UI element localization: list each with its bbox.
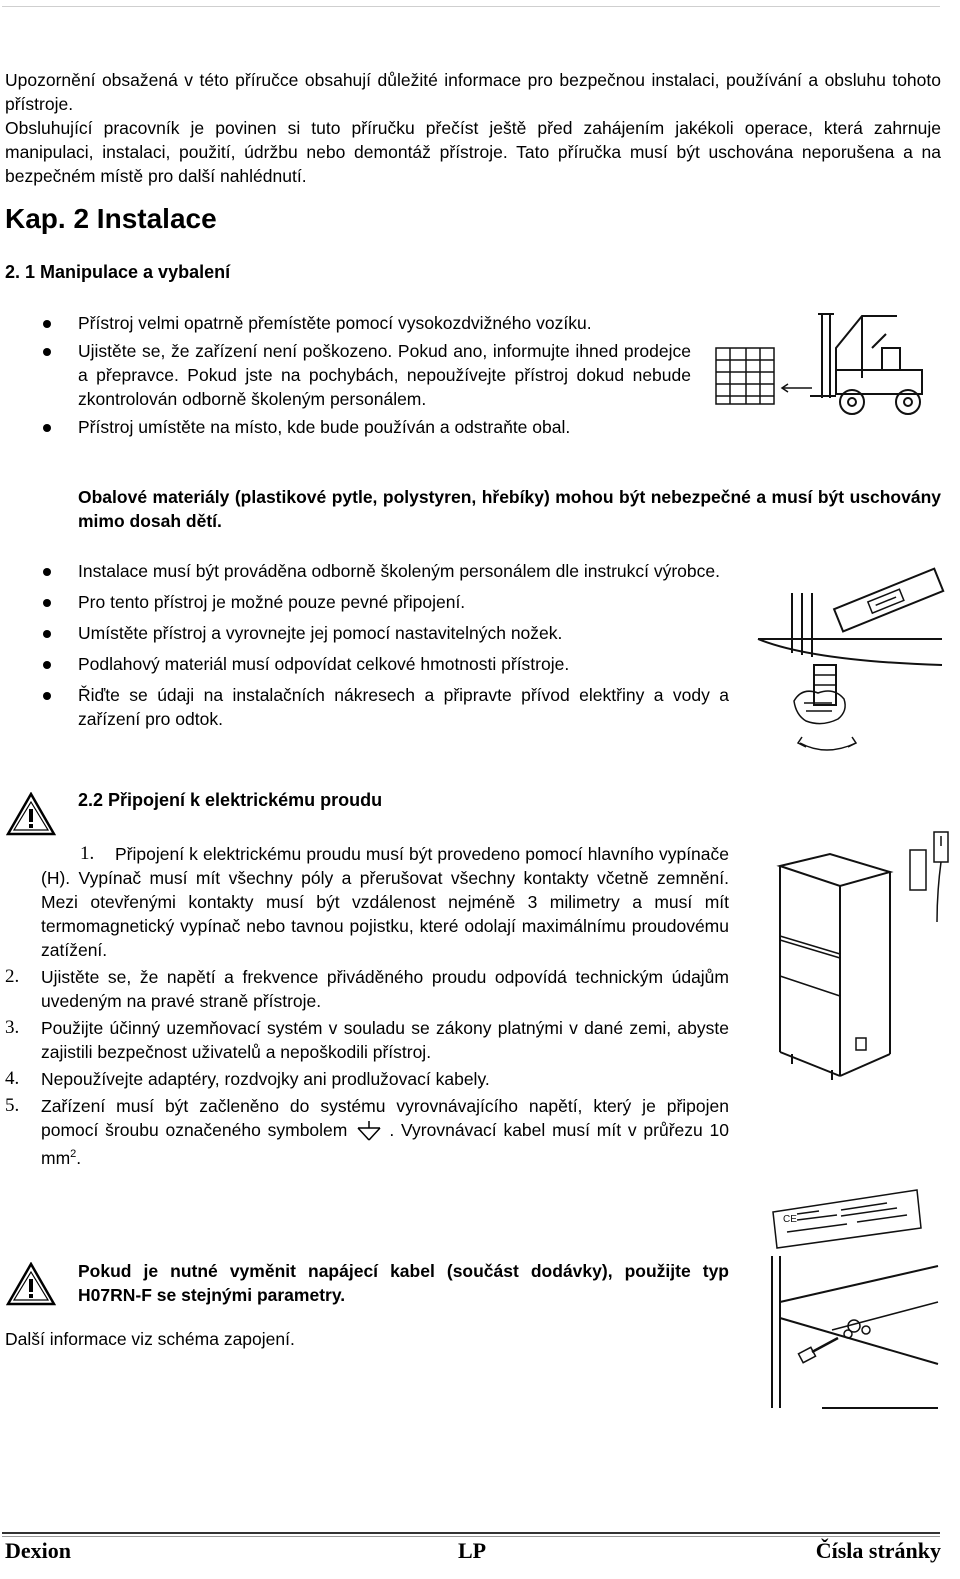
equipotential-symbol-icon xyxy=(355,1120,383,1142)
packaging-warning: Obalové materiály (plastikové pytle, polystyren, hřebíky) mohou být nebezpečné a musí být uschovány mimo dosah dětí. xyxy=(78,487,941,531)
list-item xyxy=(5,842,729,962)
handling-bullet-list xyxy=(5,311,691,439)
section-2-1-title: 2. 1 Manipulace a vybalení xyxy=(5,262,231,282)
footer-page-number: Čísla stránky xyxy=(815,1538,941,1563)
footer-model: LP xyxy=(458,1538,487,1563)
chapter-title: Kap. 2 Instalace xyxy=(5,203,217,234)
bullet-icon xyxy=(43,568,51,576)
bullet-icon xyxy=(43,692,51,700)
leveling-feet-illustration xyxy=(752,553,947,763)
list-item xyxy=(5,965,729,1013)
electrical-steps xyxy=(5,842,729,1170)
list-item xyxy=(5,1067,729,1091)
list-item: Přístroj velmi opatrně přemístěte pomocí vysokozdvižného vozíku. xyxy=(5,311,691,335)
step-number: 4. xyxy=(5,1068,20,1089)
list-item: Podlahový materiál musí odpovídat celkové hmotnosti přístroje. xyxy=(5,652,729,676)
footer-company: Dexion xyxy=(5,1538,71,1563)
warning-triangle-icon xyxy=(6,792,56,836)
intro xyxy=(5,68,941,188)
warning-triangle-icon xyxy=(6,1262,56,1306)
data-plate-illustration xyxy=(767,1188,927,1250)
list-item xyxy=(5,1016,729,1064)
list-item: Řiďte se údaji na instalačních nákresech a připravte přívod elektřiny a vody a zařízení pro odtok. xyxy=(5,683,729,731)
section-2-2-title: 2.2 Připojení k elektrickému proudu xyxy=(78,790,383,810)
step-number: 5. xyxy=(5,1095,20,1116)
bullet-icon xyxy=(43,599,51,607)
list-item: Umístěte přístroj a vyrovnejte jej pomocí nastavitelných nožek. xyxy=(5,621,729,645)
list-item xyxy=(5,1094,729,1170)
list-item: Ujistěte se, že zařízení není poškozeno. Pokud ano, informujte ihned prodejce a přepravce. Pokud jste na pochybách, nepoužívejte přístroj dokud nebude zkontrolován odborně školeným personálem. xyxy=(5,339,691,411)
cable-warning: Pokud je nutné vyměnit napájecí kabel (součást dodávky), použijte typ H07RN-F se stejnými parametry. xyxy=(78,1261,729,1305)
footer-rule xyxy=(2,1532,940,1534)
cabinet-switch-illustration xyxy=(770,826,955,1086)
intro-paragraph-1: Upozornění obsažená v této příručce obsahují důležité informace pro bezpečnou instalaci, používání a obsluhu tohoto přístroje. xyxy=(5,70,941,114)
step-text: Ujistěte se, že napětí a frekvence přiváděného proudu odpovídá technickým údajům uvedeným na pravé straně přístroje. xyxy=(41,967,729,1011)
installation-bullet-list xyxy=(5,559,729,731)
top-rule xyxy=(2,6,940,7)
bullet-icon xyxy=(43,348,51,356)
step-text: Nepoužívejte adaptéry, rozdvojky ani prodlužovací kabely. xyxy=(41,1069,490,1089)
step-number: 1. xyxy=(80,843,95,864)
more-info-text: Další informace viz schéma zapojení. xyxy=(5,1329,295,1349)
step-text: Zařízení musí být začleněno do systému vyrovnávajícího napětí, který je připojen pomocí šroubu označeného symbolem . Vyrovnávací kabel musí mít v průřezu 10 $mm^2$. xyxy=(41,1096,730,1168)
list-item: Přístroj umístěte na místo, kde bude používán a odstraňte obal. xyxy=(5,415,691,439)
forklift-illustration xyxy=(712,308,927,426)
step-number: 2. xyxy=(5,966,20,987)
bullet-icon xyxy=(43,320,51,328)
intro-paragraph-2: Obsluhující pracovník je povinen si tuto příručku přečíst ještě před zahájením jakékoli operace, která zahrnuje manipulaci, instalaci, použití, údržbu nebo demontáž přístroje. Tato příručka musí být uschována neporušena a na bezpečném místě pro další nahlédnutí. xyxy=(5,118,941,186)
svg-text:CE: CE xyxy=(783,1214,797,1225)
step-text: Použijte účinný uzemňovací systém v souladu se zákony platnými v dané zemi, abyste zajistili bezpečnost uživatelů a nepoškodili přístroj. xyxy=(41,1018,729,1062)
list-item: Instalace musí být prováděna odborně školeným personálem dle instrukcí výrobce. xyxy=(5,559,729,583)
bullet-icon xyxy=(43,661,51,669)
bullet-icon xyxy=(43,630,51,638)
bullet-icon xyxy=(43,424,51,432)
footer-rule xyxy=(2,1536,940,1537)
list-item: Pro tento přístroj je možné pouze pevné připojení. xyxy=(5,590,729,614)
step-number: 3. xyxy=(5,1017,20,1038)
step-text: Připojení k elektrickému proudu musí být provedeno pomocí hlavního vypínače (H). Vypínač musí mít všechny póly a přerušovat všechny kontakty včetně zemnění. Mezi otevřenými kontakty musí být vzdálenost nejméně 3 milimetry a musí mít termomagnetický vypínač nebo tavnou pojistku, které odolají maximálnímu proudovému zatížení. xyxy=(41,844,729,960)
ground-screw-illustration xyxy=(762,1252,942,1412)
